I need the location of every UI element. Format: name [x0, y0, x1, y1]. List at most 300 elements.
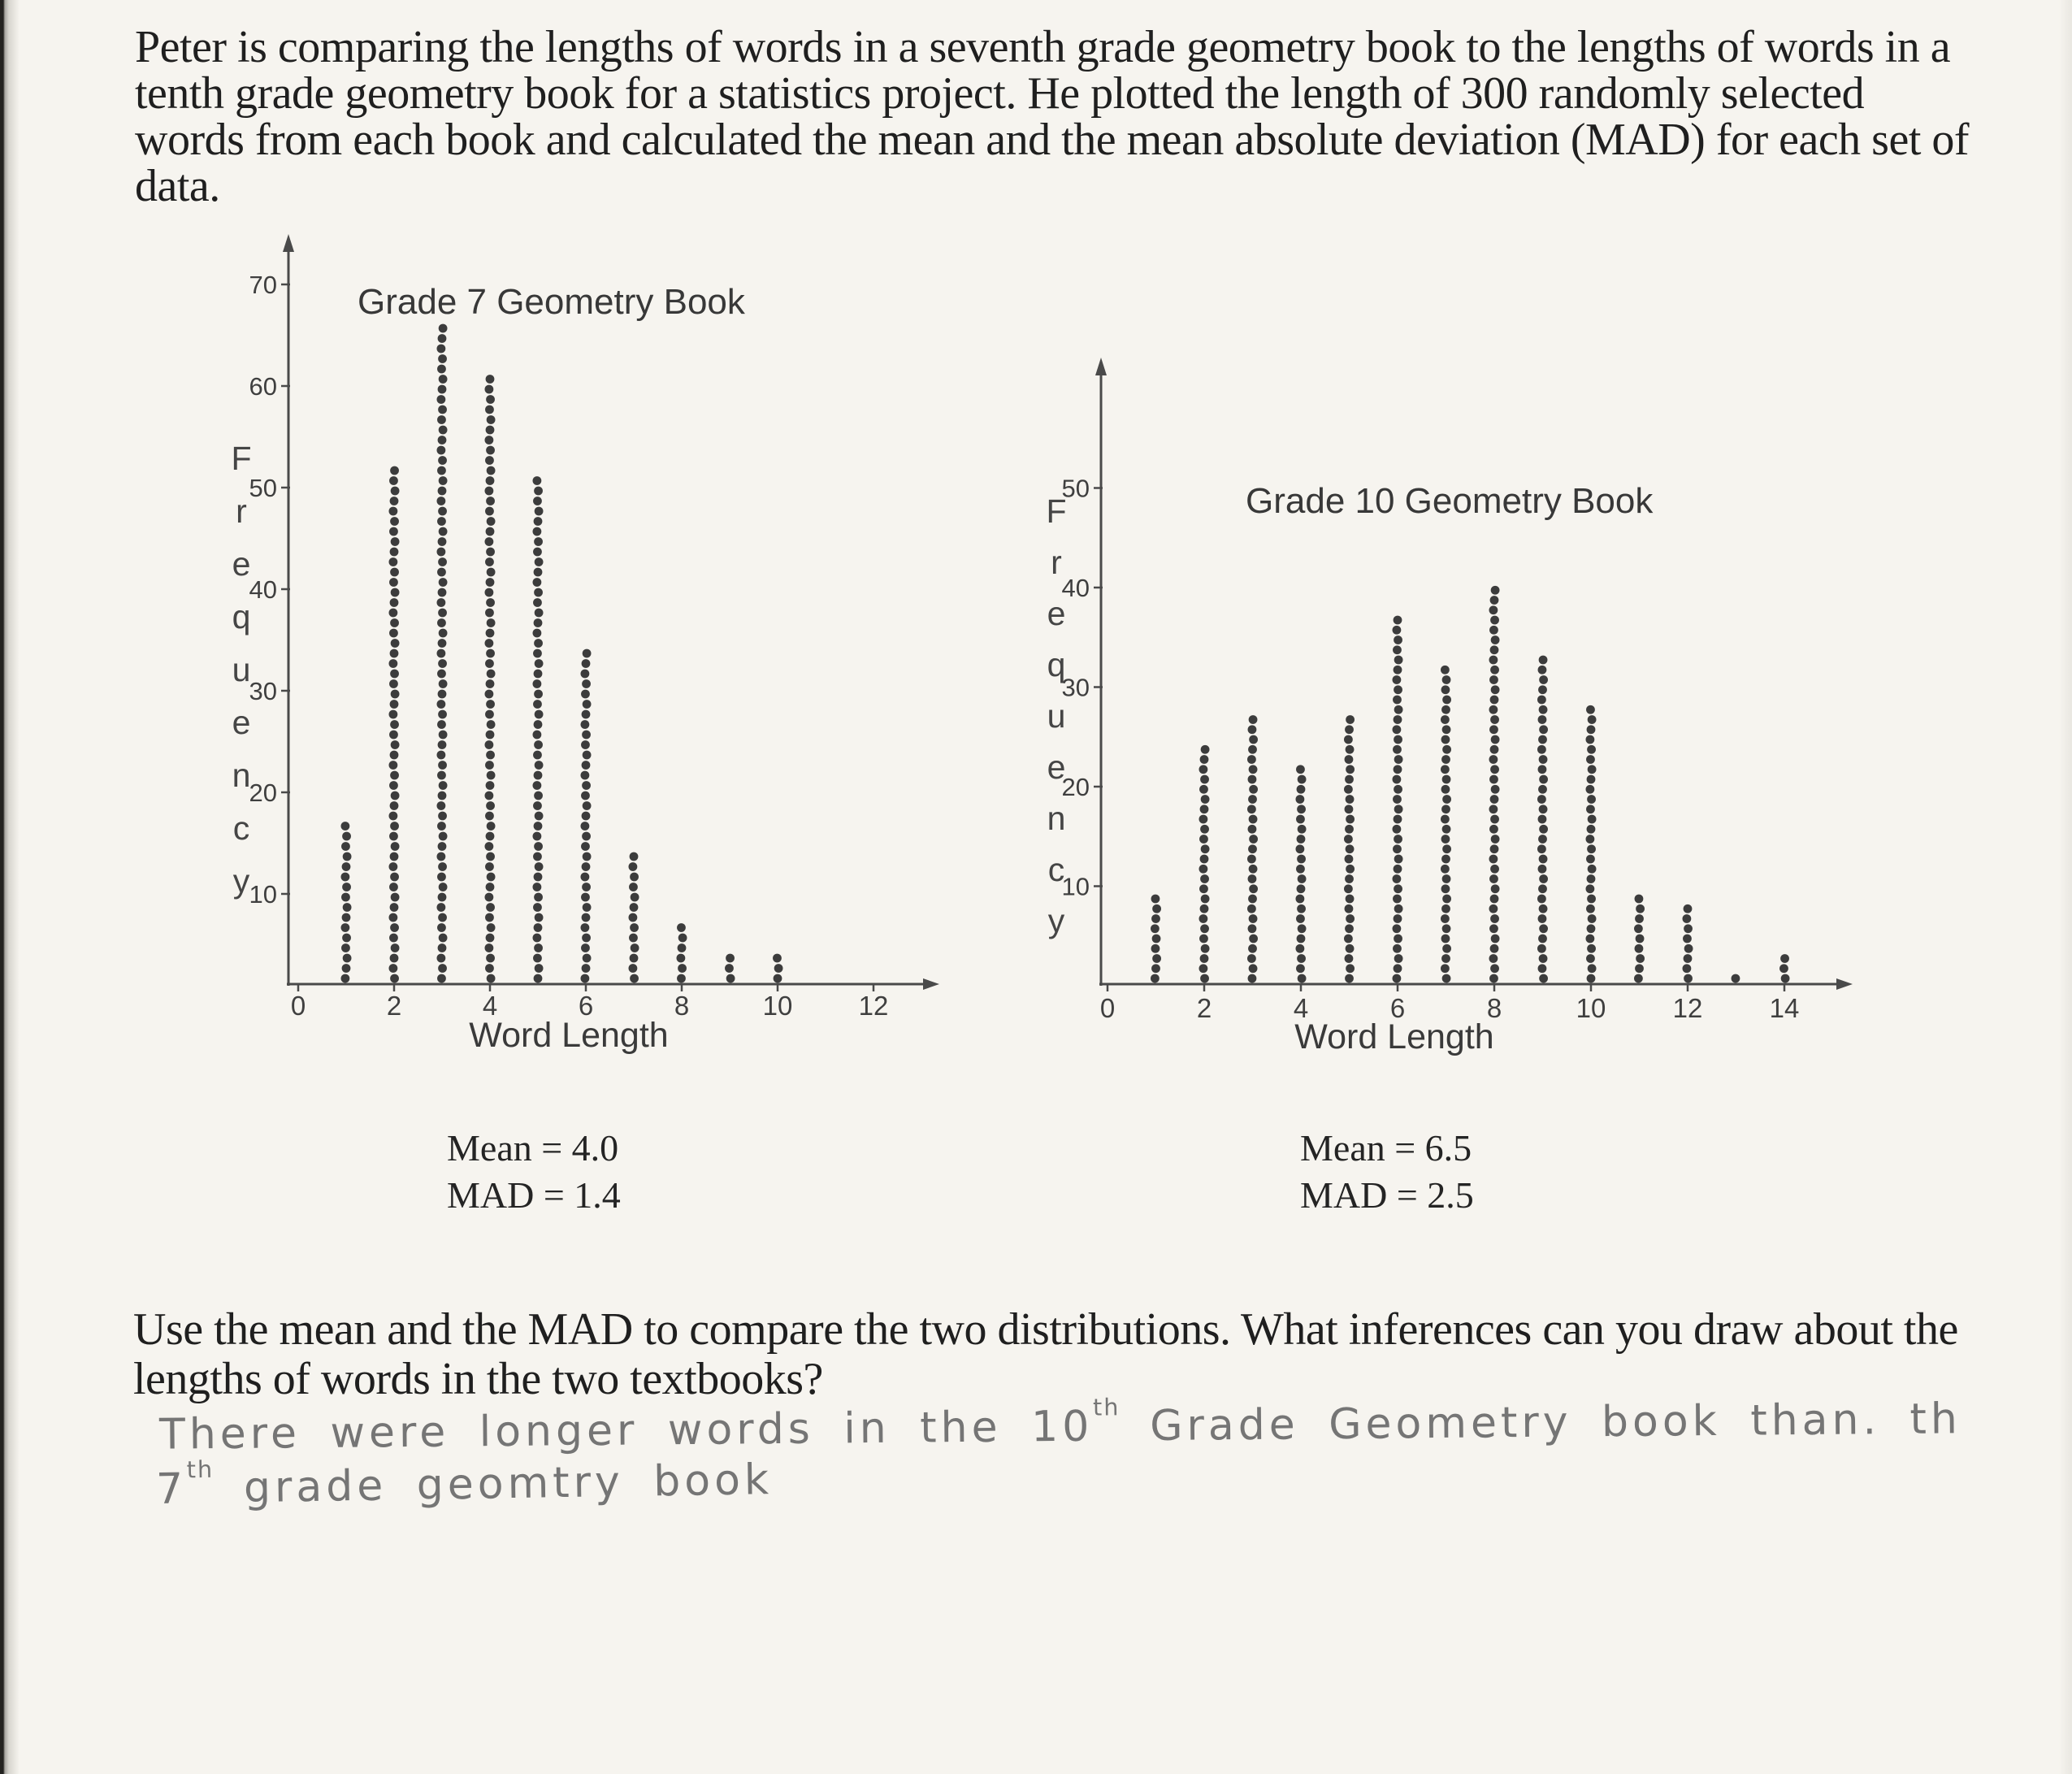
dot: [535, 913, 544, 922]
dot: [1151, 944, 1160, 953]
dot: [487, 873, 496, 882]
dot: [1539, 725, 1548, 734]
dot: [1491, 586, 1500, 595]
dot: [1538, 935, 1547, 943]
dot: [1490, 765, 1499, 774]
dot: [1249, 914, 1258, 923]
dot: [1586, 884, 1595, 893]
y-axis-label-letter: c: [1047, 851, 1065, 888]
dot: [1346, 765, 1355, 774]
dot: [389, 781, 398, 790]
dot: [487, 415, 496, 424]
dot: [438, 385, 447, 394]
dot: [1490, 795, 1499, 804]
dot: [487, 618, 496, 627]
dot: [486, 598, 495, 607]
dot-column-3: [1247, 715, 1258, 982]
dot: [677, 974, 686, 983]
dot: [437, 568, 446, 577]
dot: [1297, 954, 1306, 963]
dot: [1346, 745, 1355, 754]
dot: [583, 903, 592, 912]
dot: [1442, 874, 1451, 883]
dot: [1200, 874, 1209, 883]
dot: [438, 406, 447, 414]
dot: [533, 598, 542, 607]
x-tick-label: 10: [1576, 993, 1606, 1023]
dot: [486, 731, 495, 740]
y-axis-label-letter: e: [232, 545, 251, 583]
y-axis-label-letter: e: [1047, 748, 1066, 786]
dot-column-7: [629, 852, 639, 983]
dot: [439, 578, 448, 587]
dot: [1201, 895, 1210, 904]
dot: [582, 964, 591, 973]
dot: [485, 943, 494, 952]
dot: [1344, 735, 1353, 744]
dot: [485, 893, 494, 902]
dot: [437, 720, 446, 729]
dot: [1635, 914, 1644, 923]
dot: [486, 629, 495, 638]
dot: [389, 527, 398, 536]
dot-column-14: [1779, 954, 1789, 982]
y-tick-label: 20: [1061, 773, 1090, 801]
dot: [583, 751, 592, 760]
dot: [437, 345, 446, 353]
dot: [534, 923, 543, 932]
dot: [343, 852, 352, 861]
dot: [630, 852, 639, 861]
dot: [1199, 914, 1208, 923]
dot: [1489, 954, 1498, 963]
dot: [1199, 785, 1208, 794]
dot: [437, 700, 446, 709]
dot: [1490, 596, 1499, 605]
grade10-dot-plot: [1046, 358, 1853, 1056]
dot: [1441, 765, 1450, 774]
dot: [534, 974, 543, 983]
dot: [630, 903, 639, 912]
dot: [629, 883, 638, 891]
dot: [390, 497, 399, 505]
intro-line-2: tenth grade geometry book for a statistics project. He plotted the length of 300 randomly selected: [135, 68, 1865, 119]
dot: [391, 690, 400, 699]
dot: [389, 832, 398, 841]
dot: [1247, 805, 1256, 813]
dot: [583, 649, 592, 658]
dot: [1345, 855, 1354, 864]
dot: [1441, 914, 1450, 923]
dot: [1394, 835, 1402, 844]
dot: [678, 934, 687, 943]
dot-column-10: [1586, 705, 1597, 983]
dot: [487, 923, 496, 932]
dot: [1441, 954, 1450, 963]
dot-column-4: [1296, 765, 1307, 982]
dot: [1490, 645, 1499, 654]
chart-title: Grade 7 Geometry Book: [358, 282, 745, 322]
dot: [1346, 914, 1355, 923]
dot: [485, 710, 494, 719]
dot: [1346, 844, 1355, 853]
dot: [1151, 914, 1160, 923]
dot: [630, 974, 639, 983]
dot: [487, 568, 496, 577]
intro-line-3: words from each book and calculated the mean and the mean absolute deviation (MAD) for each set of: [135, 115, 1970, 165]
dot: [1345, 725, 1354, 734]
dot: [1538, 884, 1547, 893]
dot: [1151, 964, 1160, 973]
dot: [583, 801, 592, 810]
dot: [343, 954, 352, 963]
dot: [1489, 805, 1498, 813]
dot: [534, 690, 543, 699]
dot: [1489, 775, 1498, 784]
dot: [1200, 825, 1209, 834]
dot: [1684, 944, 1693, 953]
dot: [534, 588, 543, 597]
dot: [582, 934, 591, 943]
dot: [1683, 964, 1692, 973]
dot: [1248, 825, 1257, 834]
dot: [1442, 844, 1451, 853]
intro-line-4: data.: [135, 161, 220, 211]
dot: [439, 476, 448, 485]
dot: [390, 771, 399, 780]
dot: [1586, 805, 1595, 813]
grade10-mad-label: MAD = 2.5: [1300, 1174, 1474, 1216]
dot: [1296, 815, 1305, 824]
dot: [1296, 795, 1305, 804]
dot: [581, 822, 590, 831]
y-axis-label-letter: q: [1047, 646, 1066, 683]
dot-column-10: [773, 954, 782, 983]
dot: [631, 893, 639, 902]
dot: [485, 588, 494, 597]
y-axis-label-letter: y: [1047, 902, 1065, 939]
y-axis-label-letter: u: [232, 651, 251, 688]
x-tick-label: 8: [1486, 993, 1502, 1023]
x-tick-label: 2: [386, 991, 402, 1021]
y-tick-label: 70: [249, 271, 277, 299]
dot: [1345, 924, 1354, 933]
dot: [1586, 904, 1595, 913]
dot: [1248, 944, 1257, 953]
dot: [1393, 795, 1402, 804]
dot: [391, 537, 400, 546]
dot: [1489, 605, 1498, 614]
dot: [1296, 844, 1305, 853]
dot: [1151, 974, 1160, 983]
dot: [390, 954, 399, 963]
dot: [1393, 745, 1402, 754]
dot: [631, 943, 639, 952]
y-tick-label: 10: [249, 880, 277, 909]
dot: [677, 954, 686, 963]
dot: [342, 934, 351, 943]
dot: [1393, 944, 1402, 953]
dot: [1199, 865, 1208, 874]
dot: [485, 456, 494, 465]
dot: [485, 436, 494, 445]
dot: [1441, 735, 1450, 744]
dot-column-2: [389, 466, 400, 983]
dot: [1635, 964, 1644, 973]
dot: [1441, 715, 1450, 724]
dot: [438, 659, 447, 668]
dot: [1587, 775, 1596, 784]
dot: [1588, 964, 1597, 973]
dot: [1489, 656, 1498, 665]
dot: [534, 943, 543, 952]
dot: [437, 670, 446, 679]
dot: [486, 476, 495, 485]
dot: [1538, 785, 1547, 794]
dot: [1344, 835, 1353, 844]
dot: [629, 913, 638, 922]
dot: [1586, 855, 1595, 864]
dot: [487, 517, 496, 526]
dot: [1394, 735, 1402, 744]
dot: [1490, 815, 1499, 824]
dot: [1489, 626, 1498, 635]
dot: [1200, 974, 1209, 983]
dot: [439, 629, 448, 638]
dot: [534, 873, 543, 882]
dot: [1249, 964, 1258, 973]
handwriting-text: grade geomtry book: [214, 1455, 774, 1513]
dot: [486, 375, 495, 384]
dot-column-6: [1393, 616, 1403, 983]
dot: [391, 740, 400, 749]
dot: [678, 943, 687, 952]
dot: [1394, 954, 1403, 963]
dot: [533, 903, 542, 912]
dot: [1489, 725, 1498, 734]
x-axis-label: Word Length: [1294, 1017, 1494, 1056]
dot: [1490, 865, 1499, 874]
dot: [1587, 895, 1596, 904]
dot: [1442, 775, 1451, 784]
dot: [1199, 815, 1208, 824]
dot: [1345, 805, 1354, 813]
dot: [485, 659, 494, 668]
dot: [533, 781, 542, 790]
dot: [1539, 954, 1548, 963]
dot: [390, 598, 399, 607]
dot: [1393, 874, 1402, 883]
dot: [486, 649, 495, 658]
dot: [438, 943, 447, 952]
x-tick-label: 12: [1672, 993, 1703, 1023]
dot: [391, 893, 400, 902]
dot: [437, 446, 446, 455]
dot: [1394, 666, 1402, 674]
dot: [389, 761, 398, 770]
dot: [535, 862, 544, 871]
dot: [389, 557, 398, 566]
dot: [582, 862, 591, 871]
y-axis-label-letter: e: [1047, 595, 1066, 632]
dot: [486, 426, 495, 435]
dot: [1393, 626, 1402, 635]
dot: [1538, 735, 1547, 744]
dot: [582, 731, 591, 740]
dot: [1247, 904, 1256, 913]
dot: [1537, 895, 1546, 904]
dot: [439, 426, 448, 435]
dot: [1248, 795, 1257, 804]
dot: [1247, 954, 1256, 963]
dot: [437, 365, 446, 374]
dot: [1201, 795, 1210, 804]
y-axis-arrow: [283, 234, 294, 252]
dot: [1489, 825, 1498, 834]
dot: [439, 324, 448, 333]
dot-column-8: [1489, 586, 1500, 983]
dot: [535, 761, 544, 770]
dot: [1199, 765, 1208, 774]
dot: [1537, 844, 1546, 853]
dot: [774, 974, 782, 983]
dot: [438, 792, 447, 800]
dot: [581, 873, 590, 882]
dot: [582, 679, 591, 688]
dot: [533, 801, 542, 810]
dot: [1635, 944, 1644, 953]
dot: [773, 954, 782, 963]
dot: [486, 954, 495, 963]
dot: [630, 923, 639, 932]
dot: [1199, 835, 1208, 844]
dot: [1586, 705, 1595, 714]
dot: [342, 913, 351, 922]
dot: [1537, 696, 1546, 705]
dot: [389, 964, 398, 973]
dot: [1684, 954, 1693, 963]
dot: [1200, 904, 1209, 913]
dot: [1296, 944, 1305, 953]
dot: [438, 964, 447, 973]
dot: [485, 862, 494, 871]
dot: [1586, 835, 1595, 844]
dot: [1200, 805, 1209, 813]
dot: [1297, 935, 1306, 943]
y-tick-label: 50: [249, 474, 277, 502]
dot: [341, 822, 350, 831]
dot: [1538, 835, 1547, 844]
dot: [486, 832, 495, 841]
dot: [1539, 904, 1548, 913]
dot: [390, 548, 399, 557]
dot: [1393, 645, 1402, 654]
dot-column-1: [1151, 895, 1161, 983]
handwriting-superscript: th: [1092, 1393, 1121, 1421]
dot: [1248, 745, 1257, 754]
dot: [533, 679, 542, 688]
dot: [1539, 974, 1548, 983]
dot: [438, 710, 447, 719]
dot: [485, 557, 494, 566]
dot: [1442, 944, 1451, 953]
dot: [629, 934, 638, 943]
dot: [1587, 974, 1596, 983]
dot: [1394, 964, 1402, 973]
dot: [437, 649, 446, 658]
dot: [343, 903, 352, 912]
dot: [1442, 895, 1451, 904]
dot: [439, 883, 448, 891]
dot: [1248, 924, 1257, 933]
dot: [485, 609, 494, 618]
dot: [582, 812, 591, 821]
dot: [1538, 914, 1547, 923]
dot: [1538, 666, 1547, 674]
dot: [581, 943, 590, 952]
dot: [535, 507, 544, 516]
dot: [1394, 685, 1402, 694]
dot: [1442, 725, 1451, 734]
dot: [534, 537, 543, 546]
dot: [1586, 755, 1595, 764]
dot: [535, 964, 544, 973]
dot: [1489, 705, 1498, 714]
dot: [485, 537, 494, 546]
dot: [1586, 954, 1595, 963]
dot: [1393, 924, 1402, 933]
y-axis-label-letter: y: [232, 862, 250, 900]
dot: [1586, 935, 1595, 943]
dot-column-9: [1537, 656, 1548, 983]
dot: [534, 487, 543, 496]
dot: [1152, 904, 1161, 913]
dot: [438, 456, 447, 465]
dot-column-5: [533, 476, 544, 982]
dot: [1248, 844, 1257, 853]
dot: [1442, 696, 1451, 705]
dot: [1393, 844, 1402, 853]
dot: [581, 842, 590, 851]
dot: [1248, 974, 1257, 983]
dot: [1298, 874, 1307, 883]
y-axis-label-letter: n: [1047, 800, 1066, 837]
dot: [533, 629, 542, 638]
dot: [1491, 884, 1500, 893]
dot: [1393, 675, 1402, 684]
dot: [1539, 656, 1548, 665]
dot: [1490, 964, 1499, 973]
dot: [437, 954, 446, 963]
dot: [1345, 954, 1354, 963]
dot: [1490, 666, 1499, 674]
dot: [341, 943, 350, 952]
dot: [389, 578, 398, 587]
dot: [1684, 904, 1693, 913]
dot: [1200, 855, 1209, 864]
dot: [437, 415, 446, 424]
dot: [533, 700, 542, 709]
dot: [1200, 954, 1209, 963]
x-axis-arrow: [1836, 978, 1853, 990]
dot: [1586, 785, 1595, 794]
dot: [533, 548, 542, 557]
dot: [1683, 914, 1692, 923]
y-tick-label: 10: [1061, 872, 1090, 901]
dot: [341, 923, 350, 932]
dot: [391, 588, 400, 597]
dot: [583, 700, 592, 709]
